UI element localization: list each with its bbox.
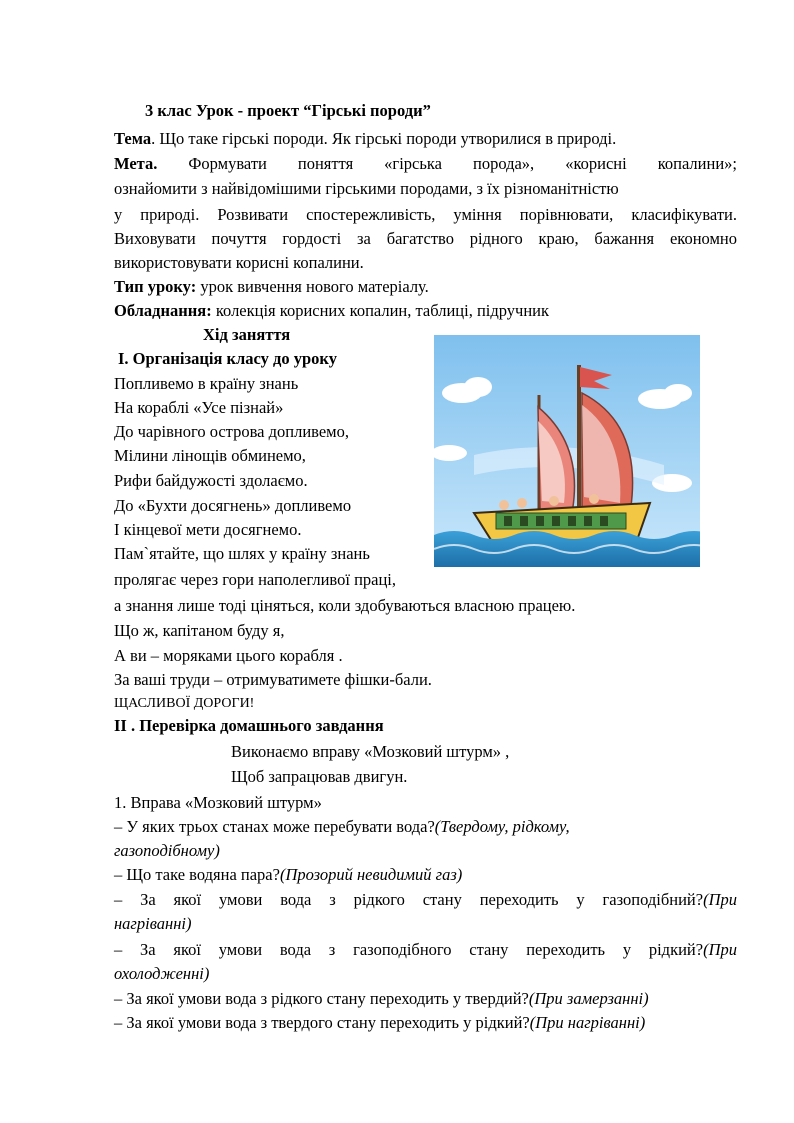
poem-line: Пам`ятайте, що шлях у країну знань — [114, 544, 370, 563]
poem-line: До чарівного острова допливемо, — [114, 422, 349, 441]
intro-line-1: Виконаємо вправу «Мозковий штурм» , — [231, 742, 510, 761]
exercise-title: 1. Вправа «Мозковий штурм» — [114, 793, 322, 812]
intro-line-2: Щоб запрацював двигун. — [231, 767, 408, 786]
question-6: – За якої умови вода з твердого стану переходить у рідкий?(При нагріванні) — [114, 1013, 646, 1032]
answer-1-cont: газоподібному) — [114, 841, 220, 860]
question-5: – За якої умови вода з рідкого стану переходить у твердий?(При замерзанні) — [114, 989, 649, 1008]
answer-4-cont: охолодженні) — [114, 964, 210, 983]
goal-line-1: Мета. Формувати поняття «гірська порода», «корисні копалини»; — [114, 154, 737, 173]
equipment-line: Обладнання: колекція корисних копалин, таблиці, підручник — [114, 301, 550, 320]
topic-line: Тема. Що таке гірські породи. Як гірські породи утворилися в природі. — [114, 129, 617, 148]
section-1-heading: I. Організація класу до уроку — [118, 349, 337, 368]
question-3: – За якої умови вода з рідкого стану переходить у газоподібний?(При — [114, 890, 737, 909]
goal-line-2: ознайомити з найвідомішими гірськими породами, з їх різноманітністю — [114, 179, 619, 198]
poem-line: Рифи байдужості здолаємо. — [114, 471, 308, 490]
farewell-text: ЩАСЛИВОЇ ДОРОГИ! — [114, 696, 255, 711]
goal-line-5: використовувати корисні копалини. — [114, 253, 364, 272]
answer-3-cont: нагріванні) — [114, 914, 192, 933]
poem-line: пролягає через гори наполегливої праці, — [114, 570, 397, 589]
poem-line: На кораблі «Усе пізнай» — [114, 398, 284, 417]
section-2-heading: II . Перевірка домашнього завдання — [114, 716, 384, 735]
ship-illustration — [434, 335, 700, 567]
course-heading: Хід заняття — [203, 325, 291, 344]
lesson-type-line: Тип уроку: урок вивчення нового матеріалу. — [114, 277, 429, 296]
poem-line: Попливемо в країну знань — [114, 374, 299, 393]
lesson-title: 3 клас Урок - проект “Гірські породи” — [145, 101, 431, 120]
poem-line: А ви – моряками цього корабля . — [114, 646, 343, 665]
question-4: – За якої умови вода з газоподібного стану переходить у рідкий?(При — [114, 940, 737, 959]
goal-line-3: у природі. Розвивати спостережливість, уміння порівнювати, класифікувати. — [114, 205, 737, 224]
poem-line: Мілини лінощів обминемо, — [114, 446, 306, 465]
poem-line: За ваші труди – отримуватимете фішки-бали. — [114, 670, 432, 689]
question-1: – У яких трьох станах може перебувати вода?(Твердому, рідкому, — [114, 817, 570, 836]
poem-line: а знання лише тоді цінятьcя, коли здобуваються власною працею. — [114, 596, 576, 615]
question-2: – Що таке водяна пара?(Прозорий невидимий газ) — [114, 865, 463, 884]
poem-line: І кінцевої мети досягнемо. — [114, 520, 302, 539]
goal-line-4: Виховувати почуття гордості за багатство рідного краю, бажання економно — [114, 229, 737, 248]
poem-line: Що ж, капітаном буду я, — [114, 621, 285, 640]
poem-line: До «Бухти досягнень» допливемо — [114, 496, 352, 515]
